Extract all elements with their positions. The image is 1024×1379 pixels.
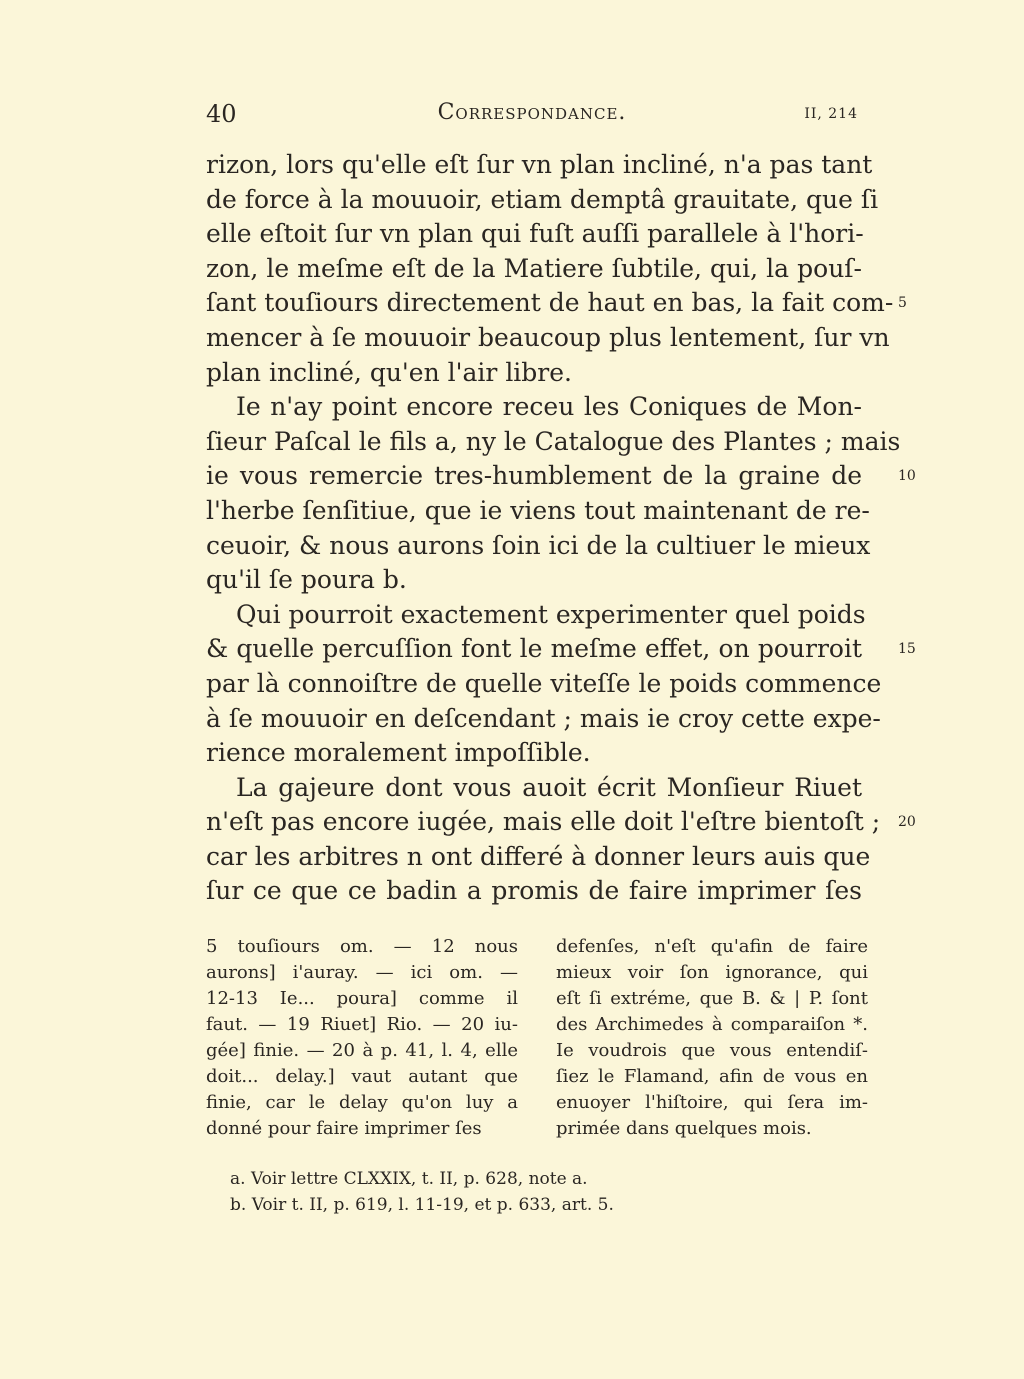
text-line — [206, 598, 866, 633]
variant-column-left — [206, 934, 518, 1142]
line-text: ie vous remercie tres-humblement de la graine de — [206, 461, 862, 491]
line-number: 5 — [898, 295, 907, 312]
variant-line: gée] finie. — 20 à p. 41, l. 4, elle — [206, 1040, 518, 1061]
line-text: de force à la mouuoir, etiam demptâ grauitate, que ſi — [206, 184, 879, 214]
variant-line: donné pour faire imprimer ſes — [206, 1118, 482, 1139]
line-text: Ie n'ay point encore receu les Coniques de Mon- — [236, 392, 862, 422]
variant-line: eſt ſi extréme, que B. & | P. ſont — [556, 988, 868, 1009]
variant-line: des Archimedes à comparaiſon *. — [556, 1014, 868, 1035]
line-number: 20 — [898, 814, 916, 831]
footnotes — [230, 1166, 850, 1218]
line-text: & quelle percuſſion font le meſme effet, on pourroit — [206, 634, 862, 664]
text-line — [206, 459, 916, 494]
text-line — [206, 425, 901, 460]
variant-line: faut. — 19 Riuet] Rio. — 20 iu- — [206, 1014, 518, 1035]
text-line — [206, 840, 871, 875]
variant-line: defenſes, n'eſt qu'afin de faire — [556, 936, 868, 957]
footnote: a. Voir lettre CLXXIX, t. II, p. 628, note a. — [230, 1169, 588, 1189]
line-number: 10 — [898, 468, 916, 485]
body-text — [206, 148, 916, 909]
text-line — [206, 217, 862, 252]
line-text: zon, le meſme eſt de la Matiere ſubtile, qui, la pouſ- — [206, 253, 862, 283]
line-text: Qui pourroit exactement experimenter quel poids — [236, 599, 866, 629]
line-text: elle eſtoit ſur vn plan qui fuſt auſſi parallele à l'hori- — [206, 219, 864, 249]
variant-line: finie, car le delay qu'on luy a — [206, 1092, 518, 1113]
line-text: plan incliné, qu'en l'air libre. — [206, 357, 573, 387]
variant-column-right — [556, 934, 868, 1142]
line-text: mencer à ſe mouuoir beaucoup plus lentement, ſur vn — [206, 322, 890, 352]
line-text: rience moralement impoſſible. — [206, 738, 591, 768]
line-text: qu'il ſe poura b. — [206, 565, 407, 595]
text-line — [206, 148, 873, 183]
text-line — [206, 286, 907, 321]
variant-line: enuoyer l'hiſtoire, qui ſera im- — [556, 1092, 868, 1113]
variant-line: 12-13 Ie... poura] comme il — [206, 988, 518, 1009]
text-line — [206, 494, 870, 529]
variant-line: aurons] i'auray. — ici om. — — [206, 962, 518, 983]
text-line — [206, 771, 862, 806]
variant-line: mieux voir ſon ignorance, qui — [556, 962, 868, 983]
text-line — [206, 529, 871, 564]
text-line — [206, 321, 890, 356]
text-line — [206, 356, 862, 391]
line-text: La gajeure dont vous auoit écrit Monſieur Riuet — [236, 772, 862, 802]
variant-line: primée dans quelques mois. — [556, 1118, 812, 1139]
variant-line: ſiez le Flamand, afin de vous en — [556, 1066, 868, 1087]
line-text: à ſe mouuoir en deſcendant ; mais ie croy cette expe- — [206, 703, 881, 733]
running-title: Correspondance. — [437, 100, 627, 125]
variant-line: Ie voudrois que vous entendiſ- — [556, 1040, 868, 1061]
line-number: 15 — [898, 641, 916, 658]
text-line — [206, 702, 881, 737]
text-line — [206, 667, 882, 702]
line-text: rizon, lors qu'elle eſt ſur vn plan incliné, n'a pas tant — [206, 150, 873, 179]
text-line — [206, 563, 862, 598]
page-reference: II, 214 — [804, 106, 858, 122]
text-line — [206, 632, 916, 667]
text-line — [206, 390, 862, 425]
text-line — [206, 874, 862, 909]
page-header — [206, 100, 858, 132]
line-text: ſant touſiours directement de haut en bas, la fait com- — [206, 288, 894, 318]
page-number: 40 — [206, 100, 237, 128]
text-line — [206, 805, 916, 840]
line-text: ſieur Paſcal le fils a, ny le Catalogue des Plantes ; mais — [206, 426, 901, 456]
text-line — [206, 183, 879, 218]
variant-line: 5 touſiours om. — 12 nous — [206, 936, 518, 957]
line-text: par là connoiſtre de quelle viteſſe le poids commence — [206, 668, 882, 698]
footnote: b. Voir t. II, p. 619, l. 11-19, et p. 633, art. 5. — [230, 1195, 614, 1215]
variant-line: doit... delay.] vaut autant que — [206, 1066, 518, 1087]
line-text: l'herbe ſenſitiue, que ie viens tout maintenant de re- — [206, 495, 870, 525]
line-text: ceuoir, & nous aurons ſoin ici de la cultiuer le mieux — [206, 530, 871, 560]
line-text: ſur ce que ce badin a promis de faire imprimer ſes — [206, 876, 862, 906]
line-text: n'eſt pas encore iugée, mais elle doit l'eſtre bientoſt ; — [206, 807, 881, 837]
text-line — [206, 736, 862, 771]
text-line — [206, 252, 862, 287]
line-text: car les arbitres n ont differé à donner leurs auis que — [206, 841, 871, 871]
